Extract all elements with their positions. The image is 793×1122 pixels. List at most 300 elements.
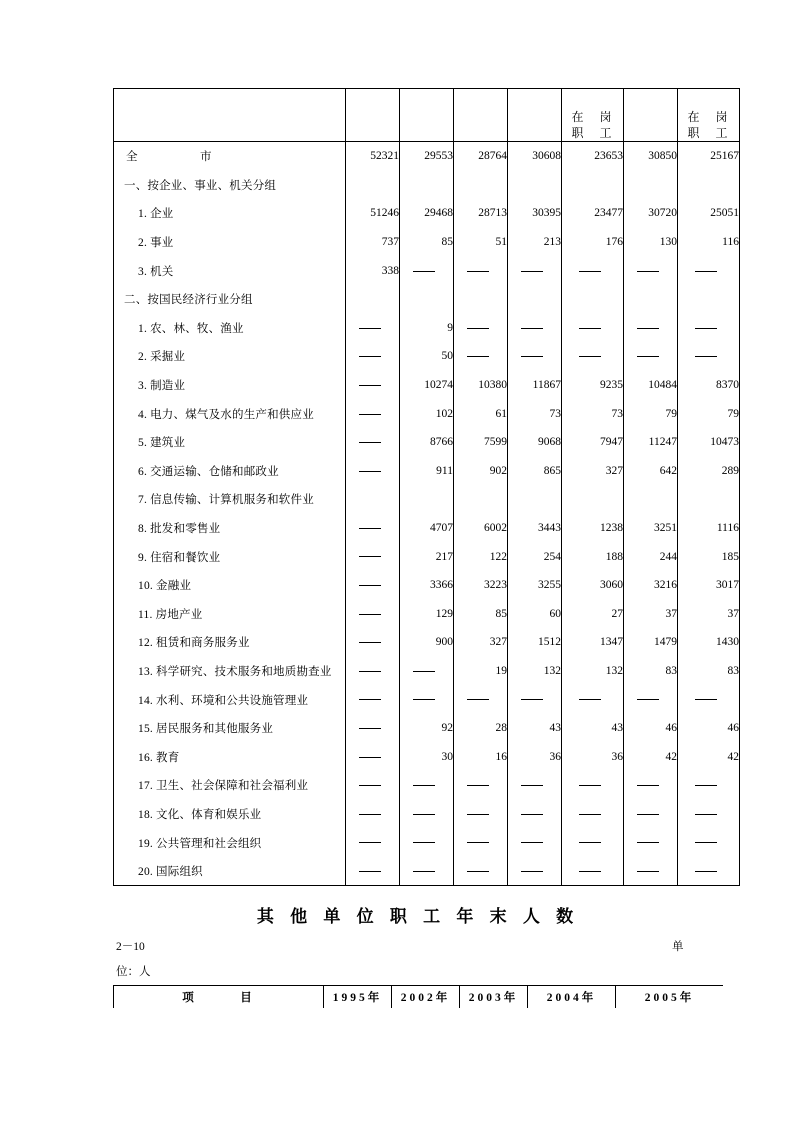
row-value-cell	[508, 828, 562, 857]
row-value-cell	[562, 285, 624, 314]
em-dash-mark	[521, 328, 543, 329]
row-value-cell	[678, 342, 740, 371]
row-value-cell	[562, 771, 624, 800]
row-value-cell	[454, 171, 508, 200]
em-dash-mark	[521, 814, 543, 815]
row-item-label: 17. 卫生、社会保障和社会福利业	[114, 771, 346, 800]
em-dash-mark	[637, 328, 659, 329]
row-item-label: 3. 制造业	[114, 371, 346, 400]
row-value-cell: 8370	[678, 371, 740, 400]
row-value-cell: 11867	[508, 371, 562, 400]
row-value-cell: 30395	[508, 199, 562, 228]
row-value-cell: 900	[400, 628, 454, 657]
row-value-cell	[678, 256, 740, 285]
row-value-cell: 122	[454, 542, 508, 571]
row-value-cell	[678, 857, 740, 886]
row-value-cell	[346, 714, 400, 743]
em-dash-mark	[637, 814, 659, 815]
row-value-cell	[400, 657, 454, 686]
statistics-table-container	[113, 88, 739, 886]
em-dash-mark	[359, 385, 381, 386]
table-row	[114, 657, 740, 686]
row-value-cell: 102	[400, 399, 454, 428]
row-value-cell	[624, 857, 678, 886]
row-value-cell	[508, 171, 562, 200]
row-value-cell: 46	[624, 714, 678, 743]
table-row	[114, 485, 740, 514]
row-value-cell: 185	[678, 542, 740, 571]
row-value-cell: 865	[508, 457, 562, 486]
next-table-row	[114, 986, 724, 1008]
row-item-label: 2. 采掘业	[114, 342, 346, 371]
row-value-cell	[624, 171, 678, 200]
row-value-cell	[400, 256, 454, 285]
row-value-cell	[678, 828, 740, 857]
table-row	[114, 171, 740, 200]
em-dash-mark	[637, 871, 659, 872]
row-value-cell	[454, 285, 508, 314]
header-cell-5	[562, 89, 624, 142]
row-value-cell	[562, 342, 624, 371]
table-row	[114, 314, 740, 343]
row-value-cell	[508, 285, 562, 314]
row-value-cell	[678, 771, 740, 800]
row-value-cell	[508, 857, 562, 886]
row-value-cell: 132	[508, 657, 562, 686]
em-dash-mark	[413, 785, 435, 786]
row-item-label: 15. 居民服务和其他服务业	[114, 714, 346, 743]
row-value-cell	[562, 485, 624, 514]
row-value-cell	[346, 742, 400, 771]
em-dash-mark	[359, 356, 381, 357]
row-value-cell: 911	[400, 457, 454, 486]
em-dash-mark	[579, 814, 601, 815]
row-value-cell	[454, 800, 508, 829]
row-value-cell	[454, 485, 508, 514]
em-dash-mark	[695, 785, 717, 786]
row-value-cell: 30	[400, 742, 454, 771]
row-item-label: 二、按国民经济行业分组	[114, 285, 346, 314]
header-cell-5-line2: 职 工	[571, 126, 614, 140]
row-value-cell	[346, 342, 400, 371]
next-header-2003: 2003年	[460, 986, 528, 1008]
row-value-cell	[508, 685, 562, 714]
next-header-2002: 2002年	[392, 986, 460, 1008]
row-value-cell: 25051	[678, 199, 740, 228]
row-value-cell	[346, 171, 400, 200]
row-value-cell: 11247	[624, 428, 678, 457]
row-value-cell: 188	[562, 542, 624, 571]
row-value-cell: 1430	[678, 628, 740, 657]
em-dash-mark	[359, 328, 381, 329]
row-value-cell: 29468	[400, 199, 454, 228]
row-item-label: 12. 租赁和商务服务业	[114, 628, 346, 657]
em-dash-mark	[467, 814, 489, 815]
row-value-cell: 37	[678, 600, 740, 629]
row-value-cell: 42	[678, 742, 740, 771]
row-value-cell: 3216	[624, 571, 678, 600]
row-value-cell: 28713	[454, 199, 508, 228]
row-item-label: 全 市	[114, 142, 346, 171]
table-row	[114, 199, 740, 228]
row-value-cell: 25167	[678, 142, 740, 171]
row-value-cell	[346, 285, 400, 314]
table-row	[114, 285, 740, 314]
header-cell-5-line1: 在 岗	[571, 110, 614, 124]
row-value-cell	[346, 428, 400, 457]
em-dash-mark	[637, 271, 659, 272]
table-row	[114, 542, 740, 571]
row-value-cell	[562, 256, 624, 285]
row-value-cell: 43	[562, 714, 624, 743]
row-value-cell: 92	[400, 714, 454, 743]
em-dash-mark	[359, 842, 381, 843]
em-dash-mark	[521, 271, 543, 272]
row-value-cell: 213	[508, 228, 562, 257]
row-item-label: 7. 信息传输、计算机服务和软件业	[114, 485, 346, 514]
em-dash-mark	[413, 671, 435, 672]
em-dash-mark	[413, 871, 435, 872]
row-value-cell: 1116	[678, 514, 740, 543]
row-value-cell	[346, 485, 400, 514]
row-value-cell	[508, 485, 562, 514]
row-value-cell	[346, 457, 400, 486]
row-value-cell: 36	[562, 742, 624, 771]
row-item-label: 19. 公共管理和社会组织	[114, 828, 346, 857]
em-dash-mark	[359, 699, 381, 700]
row-value-cell: 23653	[562, 142, 624, 171]
row-value-cell: 3060	[562, 571, 624, 600]
header-cell-7	[678, 89, 740, 142]
row-value-cell: 737	[346, 228, 400, 257]
row-value-cell: 289	[678, 457, 740, 486]
row-value-cell: 30608	[508, 142, 562, 171]
em-dash-mark	[467, 271, 489, 272]
next-header-2004: 2004年	[528, 986, 616, 1008]
row-value-cell: 52321	[346, 142, 400, 171]
table-row	[114, 742, 740, 771]
row-value-cell	[346, 828, 400, 857]
row-value-cell: 83	[624, 657, 678, 686]
em-dash-mark	[359, 871, 381, 872]
section-title: 其 他 单 位 职 工 年 末 人 数	[256, 907, 580, 926]
em-dash-mark	[359, 814, 381, 815]
row-value-cell	[454, 314, 508, 343]
next-header-2005: 2005年	[616, 986, 724, 1008]
row-value-cell: 37	[624, 600, 678, 629]
row-item-label: 1. 企业	[114, 199, 346, 228]
row-value-cell: 116	[678, 228, 740, 257]
row-value-cell	[678, 485, 740, 514]
em-dash-mark	[695, 842, 717, 843]
em-dash-mark	[467, 328, 489, 329]
row-item-label: 13. 科学研究、技术服务和地质勘查业	[114, 657, 346, 686]
table-row	[114, 600, 740, 629]
row-value-cell: 1238	[562, 514, 624, 543]
row-value-cell: 3251	[624, 514, 678, 543]
row-value-cell: 30720	[624, 199, 678, 228]
em-dash-mark	[695, 699, 717, 700]
row-value-cell	[346, 514, 400, 543]
row-value-cell	[400, 171, 454, 200]
em-dash-mark	[579, 842, 601, 843]
row-value-cell	[508, 314, 562, 343]
row-value-cell	[508, 771, 562, 800]
row-value-cell	[624, 685, 678, 714]
unit-label-right: 单	[672, 941, 684, 953]
row-value-cell	[624, 828, 678, 857]
table-row	[114, 800, 740, 829]
em-dash-mark	[521, 842, 543, 843]
row-value-cell: 9235	[562, 371, 624, 400]
em-dash-mark	[467, 842, 489, 843]
row-value-cell	[346, 399, 400, 428]
table-row	[114, 571, 740, 600]
em-dash-mark	[467, 871, 489, 872]
row-value-cell	[346, 628, 400, 657]
row-value-cell: 79	[624, 399, 678, 428]
row-value-cell: 3223	[454, 571, 508, 600]
row-value-cell: 3017	[678, 571, 740, 600]
row-value-cell	[454, 857, 508, 886]
table-row	[114, 714, 740, 743]
row-value-cell: 43	[508, 714, 562, 743]
table-row	[114, 771, 740, 800]
row-value-cell	[454, 828, 508, 857]
table-row	[114, 399, 740, 428]
row-value-cell	[624, 771, 678, 800]
row-value-cell	[562, 857, 624, 886]
header-cell-2	[400, 89, 454, 142]
row-value-cell: 85	[454, 600, 508, 629]
row-value-cell: 46	[678, 714, 740, 743]
row-value-cell	[400, 771, 454, 800]
row-item-label: 8. 批发和零售业	[114, 514, 346, 543]
row-value-cell: 50	[400, 342, 454, 371]
table-row	[114, 857, 740, 886]
row-value-cell	[508, 342, 562, 371]
table-header-row	[114, 89, 740, 142]
row-value-cell: 61	[454, 399, 508, 428]
header-cell-item	[114, 89, 346, 142]
row-value-cell	[562, 800, 624, 829]
em-dash-mark	[359, 642, 381, 643]
row-item-label: 20. 国际组织	[114, 857, 346, 886]
row-value-cell	[508, 800, 562, 829]
row-value-cell	[454, 685, 508, 714]
table-row	[114, 371, 740, 400]
next-header-1995: 1995年	[324, 986, 392, 1008]
row-value-cell: 176	[562, 228, 624, 257]
row-value-cell: 130	[624, 228, 678, 257]
row-value-cell: 83	[678, 657, 740, 686]
row-value-cell: 4707	[400, 514, 454, 543]
row-value-cell: 3255	[508, 571, 562, 600]
row-value-cell: 85	[400, 228, 454, 257]
table-row	[114, 228, 740, 257]
row-value-cell	[346, 857, 400, 886]
row-item-label: 2. 事业	[114, 228, 346, 257]
next-table	[113, 986, 723, 1008]
next-table-header	[113, 985, 723, 1010]
em-dash-mark	[359, 728, 381, 729]
row-value-cell	[346, 371, 400, 400]
row-value-cell	[678, 800, 740, 829]
row-value-cell	[454, 342, 508, 371]
row-item-label: 16. 教育	[114, 742, 346, 771]
row-item-label: 一、按企业、事业、机关分组	[114, 171, 346, 200]
row-value-cell: 73	[562, 399, 624, 428]
em-dash-mark	[695, 871, 717, 872]
table-body	[114, 89, 740, 886]
em-dash-mark	[579, 356, 601, 357]
row-value-cell: 29553	[400, 142, 454, 171]
row-value-cell	[454, 771, 508, 800]
row-value-cell: 10274	[400, 371, 454, 400]
row-value-cell: 8766	[400, 428, 454, 457]
row-value-cell	[400, 285, 454, 314]
row-value-cell: 10484	[624, 371, 678, 400]
table-row	[114, 428, 740, 457]
row-value-cell	[678, 685, 740, 714]
row-item-label: 4. 电力、煤气及水的生产和供应业	[114, 399, 346, 428]
table-row	[114, 628, 740, 657]
row-value-cell: 73	[508, 399, 562, 428]
em-dash-mark	[359, 757, 381, 758]
row-item-label: 1. 农、林、牧、渔业	[114, 314, 346, 343]
row-value-cell	[624, 256, 678, 285]
row-value-cell	[400, 800, 454, 829]
row-value-cell: 338	[346, 256, 400, 285]
row-value-cell	[624, 800, 678, 829]
row-value-cell: 129	[400, 600, 454, 629]
row-value-cell: 19	[454, 657, 508, 686]
row-value-cell	[624, 342, 678, 371]
unit-label-left: 位：人	[116, 966, 151, 978]
table-row	[114, 457, 740, 486]
em-dash-mark	[637, 842, 659, 843]
em-dash-mark	[467, 785, 489, 786]
em-dash-mark	[637, 356, 659, 357]
table-row	[114, 828, 740, 857]
row-value-cell: 30850	[624, 142, 678, 171]
row-value-cell: 1479	[624, 628, 678, 657]
row-value-cell	[678, 285, 740, 314]
em-dash-mark	[359, 556, 381, 557]
row-item-label: 5. 建筑业	[114, 428, 346, 457]
row-item-label: 10. 金融业	[114, 571, 346, 600]
row-value-cell	[400, 828, 454, 857]
header-cell-7-line2: 职 工	[687, 126, 730, 140]
row-value-cell	[346, 800, 400, 829]
row-value-cell	[400, 485, 454, 514]
em-dash-mark	[579, 871, 601, 872]
row-value-cell: 9068	[508, 428, 562, 457]
row-value-cell	[400, 685, 454, 714]
table-row	[114, 256, 740, 285]
row-value-cell: 3366	[400, 571, 454, 600]
row-value-cell	[624, 285, 678, 314]
row-value-cell: 79	[678, 399, 740, 428]
em-dash-mark	[637, 785, 659, 786]
row-item-label: 18. 文化、体育和娱乐业	[114, 800, 346, 829]
table-row	[114, 514, 740, 543]
em-dash-mark	[413, 842, 435, 843]
row-value-cell: 902	[454, 457, 508, 486]
row-value-cell	[508, 256, 562, 285]
row-item-label: 9. 住宿和餐饮业	[114, 542, 346, 571]
row-value-cell	[678, 314, 740, 343]
row-value-cell: 7947	[562, 428, 624, 457]
row-value-cell: 3443	[508, 514, 562, 543]
row-value-cell: 42	[624, 742, 678, 771]
em-dash-mark	[359, 442, 381, 443]
em-dash-mark	[359, 785, 381, 786]
em-dash-mark	[579, 271, 601, 272]
row-value-cell: 254	[508, 542, 562, 571]
row-value-cell: 51	[454, 228, 508, 257]
header-cell-6	[624, 89, 678, 142]
em-dash-mark	[521, 871, 543, 872]
next-header-item: 项 目	[114, 986, 324, 1008]
header-cell-7-line1: 在 岗	[687, 110, 730, 124]
row-value-cell: 27	[562, 600, 624, 629]
row-value-cell	[346, 314, 400, 343]
row-value-cell: 642	[624, 457, 678, 486]
em-dash-mark	[521, 356, 543, 357]
row-value-cell: 9	[400, 314, 454, 343]
table-number: 2－10	[116, 941, 145, 953]
row-value-cell	[346, 571, 400, 600]
row-value-cell: 60	[508, 600, 562, 629]
em-dash-mark	[413, 699, 435, 700]
em-dash-mark	[579, 785, 601, 786]
row-value-cell: 36	[508, 742, 562, 771]
row-value-cell: 16	[454, 742, 508, 771]
row-item-label: 11. 房地产业	[114, 600, 346, 629]
header-cell-3	[454, 89, 508, 142]
row-value-cell: 217	[400, 542, 454, 571]
em-dash-mark	[695, 271, 717, 272]
table-row	[114, 342, 740, 371]
row-value-cell	[678, 171, 740, 200]
row-value-cell	[562, 314, 624, 343]
em-dash-mark	[359, 585, 381, 586]
table-row	[114, 142, 740, 171]
table-row	[114, 685, 740, 714]
row-value-cell	[562, 171, 624, 200]
row-value-cell	[346, 685, 400, 714]
row-value-cell: 132	[562, 657, 624, 686]
em-dash-mark	[521, 785, 543, 786]
em-dash-mark	[695, 328, 717, 329]
row-value-cell	[346, 771, 400, 800]
row-value-cell: 327	[562, 457, 624, 486]
row-value-cell: 28764	[454, 142, 508, 171]
row-value-cell: 1512	[508, 628, 562, 657]
row-value-cell: 7599	[454, 428, 508, 457]
row-value-cell: 23477	[562, 199, 624, 228]
em-dash-mark	[695, 356, 717, 357]
statistics-table	[113, 88, 740, 886]
row-value-cell: 327	[454, 628, 508, 657]
row-value-cell	[624, 485, 678, 514]
row-value-cell	[346, 657, 400, 686]
em-dash-mark	[359, 414, 381, 415]
header-cell-4	[508, 89, 562, 142]
row-value-cell	[454, 256, 508, 285]
row-value-cell: 6002	[454, 514, 508, 543]
